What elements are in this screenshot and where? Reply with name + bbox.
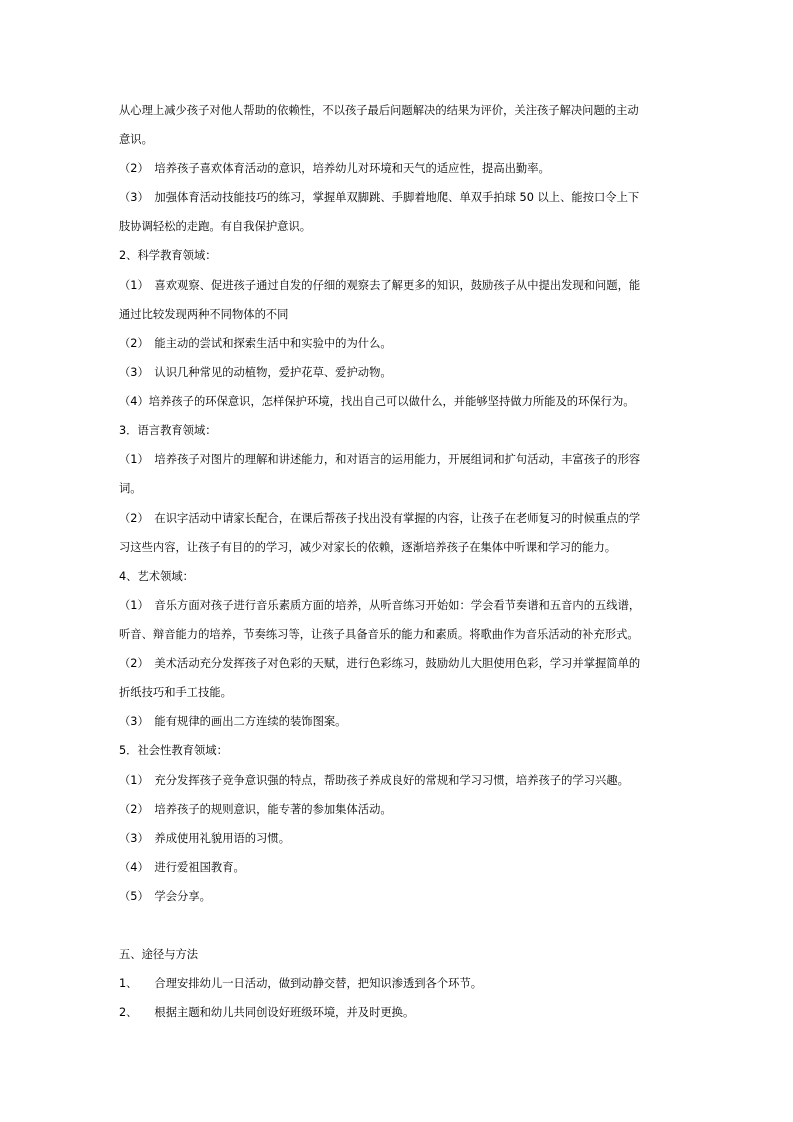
paragraph-line: 意识。 xyxy=(119,133,153,146)
section-heading: 5．社会性教育领域： xyxy=(119,744,228,757)
list-item: （1） 音乐方面对孩子进行音乐素质方面的培养，从听音练习开始如：学会看节奏谱和五音内的五线谱， xyxy=(119,599,641,612)
list-item: （3） 认识几种常见的动植物，爱护花草、爱护动物。 xyxy=(119,366,392,379)
paragraph-line: 从心理上减少孩子对他人帮助的依赖性，不以孩子最后问题解决的结果为评价，关注孩子解决问题的主动 xyxy=(119,104,639,117)
paragraph-line: 听音、辩音能力的培养，节奏练习等，让孩子具备音乐的能力和素质。将歌曲作为音乐活动的补充形式。 xyxy=(119,628,639,641)
section-heading: 2、科学教育领域： xyxy=(119,249,217,262)
list-item: 2、 根据主题和幼儿共同创设好班级环境，并及时更换。 xyxy=(119,1006,415,1019)
list-item: （2） 培养孩子的规则意识，能专著的参加集体活动。 xyxy=(119,803,392,816)
list-item: （2） 在识字活动中请家长配合，在课后帮孩子找出没有掌握的内容，让孩子在老师复习的时候重点的学 xyxy=(119,512,641,525)
paragraph-line: 肢协调轻松的走跑。有自我保护意识。 xyxy=(119,220,312,233)
list-item: （2） 培养孩子喜欢体育活动的意识，培养幼儿对环境和天气的适应性，提高出勤率。 xyxy=(119,162,550,175)
list-item: （5） 学会分享。 xyxy=(119,890,211,903)
list-item: （2） 能主动的尝试和探索生活中和实验中的为什么。 xyxy=(119,337,392,350)
section-heading: 3．语言教育领域： xyxy=(119,424,217,437)
list-item: （4） 进行爱祖国教育。 xyxy=(119,861,245,874)
list-item: （1） 培养孩子对图片的理解和讲述能力，和对语言的运用能力，开展组词和扩句活动，丰富孩子的形容 xyxy=(119,453,641,466)
list-item: （3） 养成使用礼貌用语的习惯。 xyxy=(119,832,290,845)
section-heading: 4、艺术领域： xyxy=(119,570,194,583)
list-item: 1、 合理安排幼儿一日活动，做到动静交替，把知识渗透到各个环节。 xyxy=(119,977,483,990)
list-item: （1） 充分发挥孩子竞争意识强的特点，帮助孩子养成良好的常规和学习习惯，培养孩子的学习兴趣。 xyxy=(119,774,629,787)
paragraph-line: 习这些内容，让孩子有目的的学习，减少对家长的依赖，逐渐培养孩子在集体中听课和学习的能力。 xyxy=(119,541,617,554)
list-item: （4）培养孩子的环保意识，怎样保护环境，找出自己可以做什么，并能够坚持做力所能及的环保行为。 xyxy=(119,395,635,408)
paragraph-line: 通过比较发现两种不同物体的不同 xyxy=(119,308,289,321)
list-item: （1） 喜欢观察、促进孩子通过自发的仔细的观察去了解更多的知识，鼓励孩子从中提出发现和问题，能 xyxy=(119,279,641,292)
paragraph-line: 折纸技巧和手工技能。 xyxy=(119,686,232,699)
list-item: （3） 加强体育活动技能技巧的练习，掌握单双脚跳、手脚着地爬、单双手拍球 50 以上、能按口令上下 xyxy=(119,191,640,204)
list-item: （3） 能有规律的画出二方连续的装饰图案。 xyxy=(119,715,347,728)
section-heading: 五、途径与方法 xyxy=(119,948,199,961)
list-item: （2） 美术活动充分发挥孩子对色彩的天赋，进行色彩练习，鼓励幼儿大胆使用色彩，学习并掌握简单的 xyxy=(119,657,641,670)
paragraph-line: 词。 xyxy=(119,482,142,495)
